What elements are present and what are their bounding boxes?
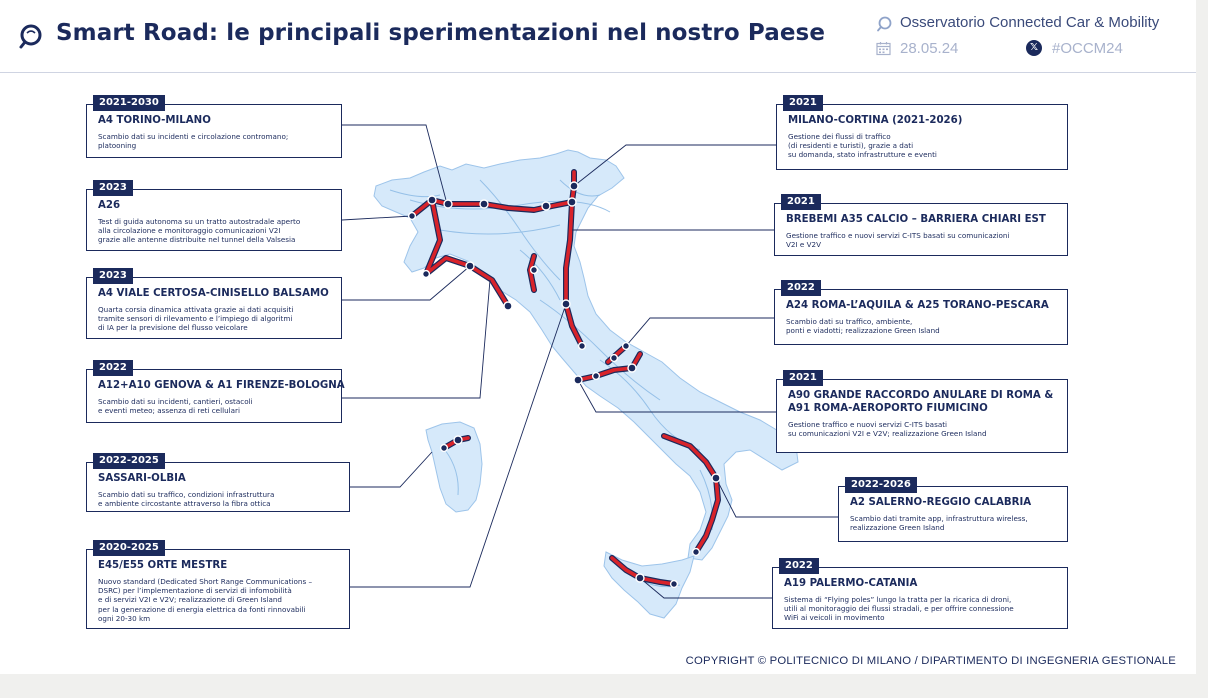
card-title: A90 GRANDE RACCORDO ANULARE DI ROMA & A91 ROMA-AEROPORTO FIUMICINO bbox=[788, 390, 1054, 414]
card-year-tag: 2020-2025 bbox=[93, 540, 165, 556]
card-year-tag: 2022 bbox=[93, 360, 133, 376]
project-card-milano-cortina bbox=[776, 97, 1068, 170]
card-year-tag: 2022-2026 bbox=[845, 477, 917, 493]
project-card-a2-salerno bbox=[838, 479, 1068, 542]
project-card-e45-e55 bbox=[86, 542, 350, 629]
card-year-tag: 2021-2030 bbox=[93, 95, 165, 111]
card-description: Gestione dei flussi di traffico (di residenti e turisti), grazie a dati su domanda, stato infrastrutture e eventi bbox=[788, 132, 937, 160]
card-description: Gestione traffico e nuovi servizi C-ITS basati su comunicazioni V2I e V2V; realizzazione Green Island bbox=[788, 420, 987, 439]
card-title: A4 TORINO-MILANO bbox=[98, 115, 211, 126]
project-card-a12-a10-a1 bbox=[86, 362, 345, 423]
card-title: A24 ROMA-L’AQUILA & A25 TORANO-PESCARA bbox=[786, 300, 1049, 311]
project-card-brebemi bbox=[774, 196, 1068, 256]
card-title: E45/E55 ORTE MESTRE bbox=[98, 560, 228, 571]
project-card-a4-certosa bbox=[86, 270, 342, 339]
card-description: Scambio dati tramite app, infrastruttura wireless, realizzazione Green Island bbox=[850, 514, 1028, 533]
card-title: A26 bbox=[98, 200, 121, 211]
card-title: A4 VIALE CERTOSA-CINISELLO BALSAMO bbox=[98, 288, 329, 299]
project-card-a26 bbox=[86, 182, 342, 251]
card-year-tag: 2021 bbox=[783, 370, 823, 386]
card-description: Quarta corsia dinamica attivata grazie ai dati acquisiti tramite sensori di rilevamento e l’impiego di algoritmi di IA per la previsione del flusso veicolare bbox=[98, 305, 294, 333]
card-title: A12+A10 GENOVA & A1 FIRENZE-BOLOGNA bbox=[98, 380, 345, 391]
card-year-tag: 2021 bbox=[783, 95, 823, 111]
copyright-notice: COPYRIGHT © POLITECNICO DI MILANO / DIPARTIMENTO DI INGEGNERIA GESTIONALE bbox=[685, 655, 1176, 667]
card-description: Nuovo standard (Dedicated Short Range Communications – DSRC) per l’implementazione di servizi di infomobilità e di servizi V2I e V2V; realizzazione di Green Island per la generazione di energia elettrica da fonti rinnovabili ogni 20-30 km bbox=[98, 577, 313, 623]
card-year-tag: 2021 bbox=[781, 194, 821, 210]
card-description: Test di guida autonoma su un tratto autostradale aperto alla circolazione e monitoraggio comunicazioni V2I grazie alle antenne distribuite nel tunnel della Valsesia bbox=[98, 217, 301, 245]
card-description: Gestione traffico e nuovi servizi C-ITS basati su comunicazioni V2I e V2V bbox=[786, 231, 1010, 250]
card-description: Scambio dati su incidenti, cantieri, ostacoli e eventi meteo; assenza di reti cellulari bbox=[98, 397, 253, 416]
event-date: 28.05.24 bbox=[900, 40, 959, 57]
card-year-tag: 2022 bbox=[781, 280, 821, 296]
project-card-a19-palermo-catania bbox=[772, 560, 1068, 629]
card-title: BREBEMI A35 CALCIO – BARRIERA CHIARI EST bbox=[786, 214, 1046, 225]
project-card-a90-a91 bbox=[776, 372, 1068, 453]
hashtag[interactable]: #OCCM24 bbox=[1052, 40, 1123, 57]
project-card-a24-a25 bbox=[774, 282, 1068, 345]
card-year-tag: 2023 bbox=[93, 268, 133, 284]
project-card-sassari-olbia bbox=[86, 455, 350, 512]
card-year-tag: 2022-2025 bbox=[93, 453, 165, 469]
card-year-tag: 2022 bbox=[779, 558, 819, 574]
magnifier-logo-icon bbox=[18, 24, 44, 50]
card-description: Scambio dati su traffico, ambiente, ponti e viadotti; realizzazione Green Island bbox=[786, 317, 940, 336]
x-social-icon: 𝕏 bbox=[1026, 40, 1042, 56]
card-title: SASSARI-OLBIA bbox=[98, 473, 186, 484]
card-title: A2 SALERNO-REGGIO CALABRIA bbox=[850, 497, 1032, 508]
header-divider bbox=[0, 72, 1196, 73]
card-year-tag: 2023 bbox=[93, 180, 133, 196]
mainland-italy bbox=[374, 150, 798, 560]
project-card-a4-torino-milano bbox=[86, 97, 342, 158]
card-title: A19 PALERMO-CATANIA bbox=[784, 578, 918, 589]
card-description: Scambio dati su incidenti e circolazione contromano; platooning bbox=[98, 132, 289, 151]
card-title: MILANO-CORTINA (2021-2026) bbox=[788, 115, 963, 126]
card-description: Scambio dati su traffico, condizioni infrastruttura e ambiente circostante attraverso la fibra ottica bbox=[98, 490, 275, 509]
observatory-name: Osservatorio Connected Car & Mobility bbox=[900, 14, 1160, 31]
calendar-icon bbox=[876, 41, 891, 56]
observatory-icon bbox=[876, 16, 892, 32]
card-description: Sistema di “Flying poles” lungo la tratta per la ricarica di droni, utili al monitoraggio dei flussi stradali, e per offrire connessione WiFi ai veicoli in movimento bbox=[784, 595, 1014, 623]
page-title: Smart Road: le principali sperimentazioni nel nostro Paese bbox=[56, 20, 826, 46]
